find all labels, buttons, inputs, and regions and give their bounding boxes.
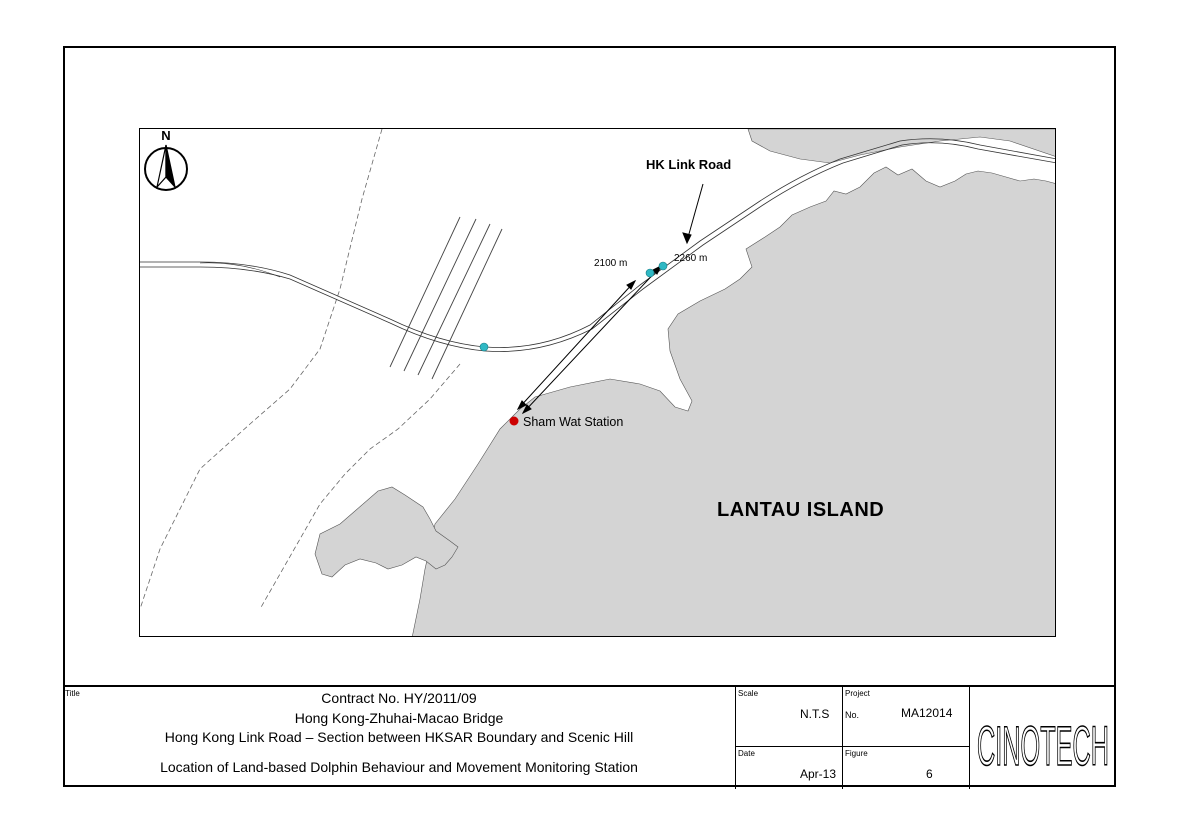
- road-marker: [659, 262, 667, 270]
- north-shore-land: [748, 129, 1056, 163]
- project-number: MA12014: [901, 706, 953, 720]
- title-line-contract: Contract No. HY/2011/09: [321, 690, 477, 706]
- cinotech-logo: [973, 709, 1113, 775]
- north-arrow-icon: [140, 129, 196, 195]
- svg-text:CINOTECH: CINOTECH: [977, 714, 1109, 775]
- figure-number: 6: [926, 767, 933, 781]
- location-map: [139, 128, 1056, 637]
- project-no-caption: No.: [845, 710, 860, 720]
- title-caption: Title: [65, 689, 80, 698]
- title-line-section: Hong Kong Link Road – Section between HKSAR Boundary and Scenic Hill: [164, 729, 634, 745]
- date-caption: Date: [738, 749, 755, 758]
- figure-caption: Figure: [845, 749, 868, 758]
- station-marker: [510, 417, 519, 426]
- distance-label-2260: 2260 m: [674, 253, 708, 264]
- title-line-project: Hong Kong-Zhuhai-Macao Bridge: [294, 710, 504, 726]
- title-line-location: Location of Land-based Dolphin Behaviour and Movement Monitoring Station: [160, 759, 638, 775]
- project-caption: Project: [845, 689, 870, 698]
- peninsula-land: [315, 487, 458, 577]
- road-label-arrow: [683, 184, 703, 243]
- island-label: LANTAU ISLAND: [717, 499, 885, 521]
- scale-value: N.T.S: [800, 707, 830, 721]
- road-marker: [646, 269, 654, 277]
- road-marker: [480, 343, 488, 351]
- marine-corridor-lines: [390, 217, 502, 379]
- title-block: [63, 685, 1116, 789]
- station-label: Sham Wat Station: [523, 415, 624, 429]
- svg-text:N: N: [161, 129, 171, 143]
- distance-label-2100: 2100 m: [594, 258, 628, 269]
- lantau-island-land: [412, 167, 1056, 637]
- scale-caption: Scale: [738, 689, 759, 698]
- hk-link-road-label: HK Link Road: [646, 157, 732, 172]
- date-value: Apr-13: [800, 767, 837, 781]
- map-graphic: [140, 129, 1056, 637]
